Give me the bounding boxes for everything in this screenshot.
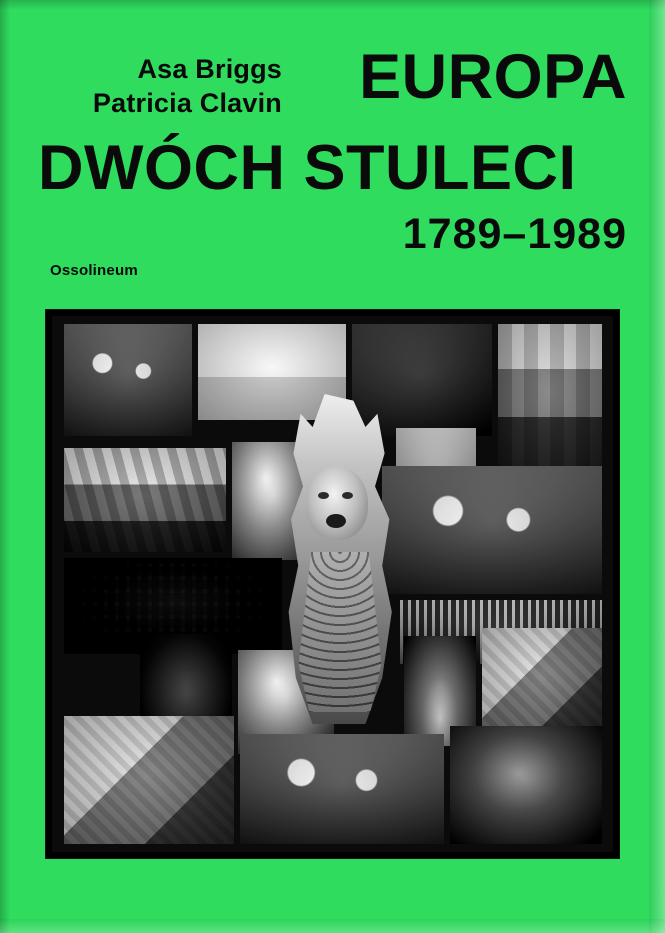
authors-block [52,52,282,121]
statue-right-eye [342,492,353,499]
photo-television-set [64,716,234,844]
photo-napoleon-portrait [64,324,192,436]
photo-two-statesmen [382,466,602,594]
photo-collage [45,309,620,859]
photo-street-figures [498,324,602,474]
photo-industrial-plant [482,628,602,734]
cover-edge-top [0,0,665,10]
photo-conference-three [240,734,444,844]
cover-edge-bottom [0,919,665,933]
cover-edge-right [649,0,665,933]
title-line-1: EUROPA [359,42,627,112]
statue-left-eye [318,492,329,499]
author-name-2: Patricia Clavin [92,88,282,119]
cover-edge-left [0,0,10,933]
statue-mouth [326,514,346,528]
photo-steam-train [64,448,226,552]
photo-collage-inner [52,316,613,852]
title-years: 1789–1989 [402,210,627,258]
author-name-1: Asa Briggs [137,54,282,84]
photo-moon-surface [450,726,602,844]
statue-face [306,466,368,540]
title-line-2: DWÓCH STULECI [38,133,577,203]
publisher-name: Ossolineum [50,262,138,279]
